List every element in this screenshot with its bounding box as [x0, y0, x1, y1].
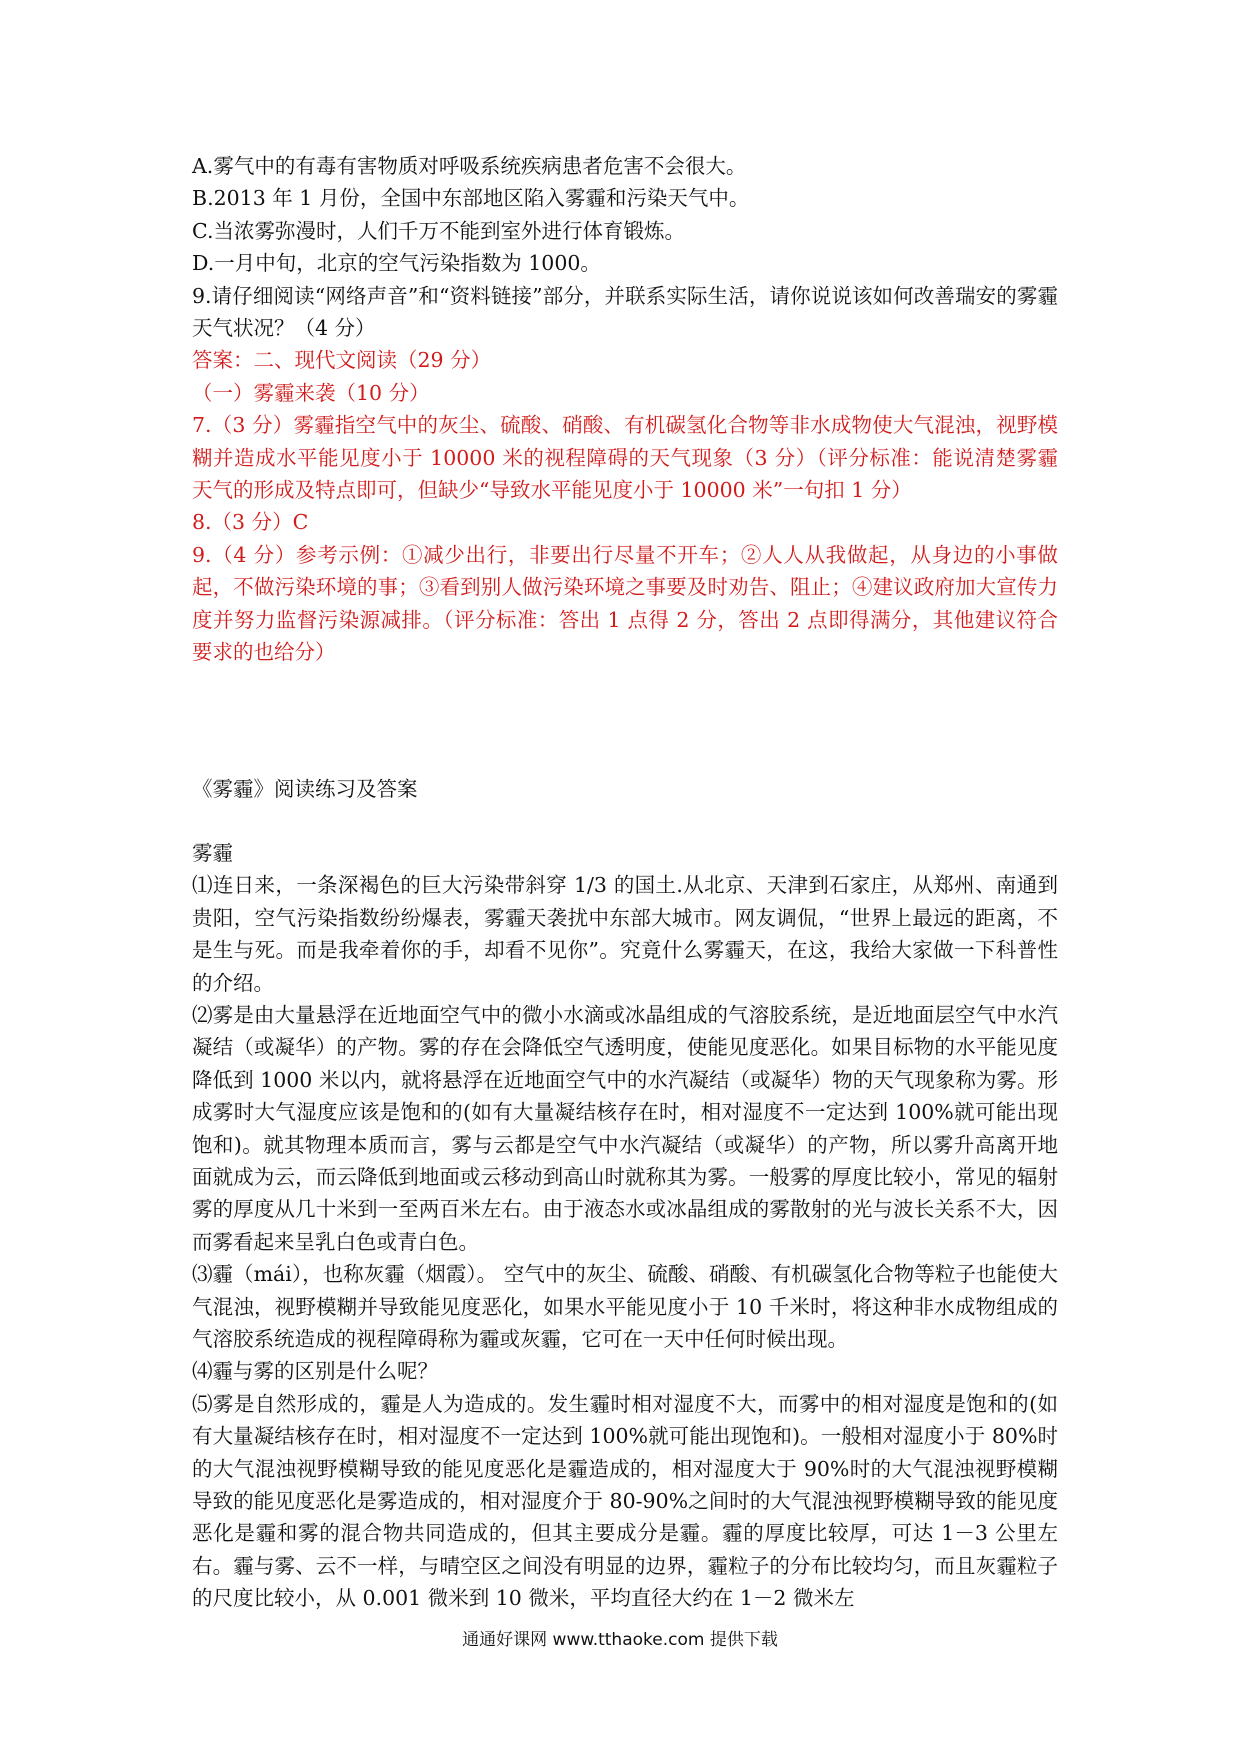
answer-section-title: （一）雾霾来袭（10 分） — [192, 380, 430, 405]
article-paragraph-1: ⑴连日来，一条深褐色的巨大污染带斜穿 1/3 的国土.从北京、天津到石家庄，从郑州、南通到贵阳，空气污染指数纷纷爆表，雾霾天袭扰中东部大城市。网友调侃，“世界上最远的距离，不是生与死。而是我牵着你的手，却看不见你”。究竟什么雾霾天，在这，我给大家做一下科普性的介绍。 — [192, 873, 1058, 995]
article-paragraph-4: ⑷霾与雾的区别是什么呢？ — [192, 1359, 438, 1384]
option-d: D.一月中旬，北京的空气污染指数为 1000。 — [192, 251, 601, 276]
answer-9: 9.（4 分）参考示例：①减少出行，非要出行尽量不开车；②人人从我做起，从身边的小事做起，不做污染环境的事；③看到别人做污染环境之事要及时劝告、阻止；④建议政府加大宣传力度并努力监督污染源减排。（评分标准：答出 1 点得 2 分，答出 2 点即得满分，其他建议符合要求的也给分） — [192, 542, 1058, 665]
question-9: 9.请仔细阅读“网络声音”和“资料链接”部分，并联系实际生活，请你说说该如何改善瑞安的雾霾天气状况？（4 分） — [192, 283, 1058, 341]
option-a: A.雾气中的有毒有害物质对呼吸系统疾病患者危害不会很大。 — [192, 154, 747, 178]
article-paragraph-5: ⑸雾是自然形成的，霾是人为造成的。发生霾时相对湿度不大，而雾中的相对湿度是饱和的(如有大量凝结核存在时，相对湿度不一定达到 100%就可能出现饱和)。一般相对湿度小于 80%时的大气混浊视野模糊导致的能见度恶化是霾造成的，相对湿度大于 90%时的大气混浊视野模糊导致的能见度恶化是雾造成的，相对湿度介于 80-90%之间时的大气混浊视野模糊导致的能见度恶化是霾和雾的混合物共同造成的，但其主要成分是霾。霾的厚度比较厚，可达 1－3 公里左右。霾与雾、云不一样，与晴空区之间没有明显的边界，霾粒子的分布比较均匀，而且灰霾粒子的尺度比较小，从 0.001 微米到 10 微米，平均直径大约在 1－2 微米左 — [192, 1391, 1058, 1611]
document-page — [192, 150, 1058, 1615]
answer-7: 7.（3 分）雾霾指空气中的灰尘、硫酸、硝酸、有机碳氢化合物等非水成物使大气混浊，视野模糊并造成水平能见度小于 10000 米的视程障碍的天气现象（3 分）（评分标准：能说清楚雾霾天气的形成及特点即可，但缺少“导致水平能见度小于 10000 米”一句扣 1 分） — [192, 413, 1058, 503]
article-title: 雾霾 — [192, 840, 233, 865]
page-footer: 通通好课网 www.tthaoke.com 提供下载 — [462, 1630, 778, 1650]
answer-heading: 答案：二、现代文阅读（29 分） — [192, 348, 492, 373]
document-title: 《雾霾》阅读练习及答案 — [192, 776, 418, 801]
option-c: C.当浓雾弥漫时，人们千万不能到室外进行体育锻炼。 — [192, 218, 685, 243]
article-paragraph-3: ⑶霾（mái），也称灰霾（烟霞）。 空气中的灰尘、硫酸、硝酸、有机碳氢化合物等粒子也能使大气混浊，视野模糊并导致能见度恶化，如果水平能见度小于 10 千米时，将这种非水成物组成的气溶胶系统造成的视程障碍称为霾或灰霾，它可在一天中任何时候出现。 — [192, 1262, 1058, 1351]
answer-8: 8.（3 分）C — [192, 510, 309, 535]
option-b: B.2013 年 1 月份，全国中东部地区陷入雾霾和污染天气中。 — [192, 186, 750, 211]
article-paragraph-2: ⑵雾是由大量悬浮在近地面空气中的微小水滴或冰晶组成的气溶胶系统，是近地面层空气中水汽凝结（或凝华）的产物。雾的存在会降低空气透明度，使能见度恶化。如果目标物的水平能见度降低到 1000 米以内，就将悬浮在近地面空气中的水汽凝结（或凝华）物的天气现象称为雾。形成雾时大气湿度应该是饱和的(如有大量凝结核存在时，相对湿度不一定达到 100%就可能出现饱和)。就其物理本质而言，雾与云都是空气中水汽凝结（或凝华）的产物，所以雾升高离开地面就成为云，而云降低到地面或云移动到高山时就称其为雾。一般雾的厚度比较小，常见的辐射雾的厚度从几十米到一至两百米左右。由于液态水或冰晶组成的雾散射的光与波长关系不大，因而雾看起来呈乳白色或青白色。 — [192, 1002, 1058, 1254]
